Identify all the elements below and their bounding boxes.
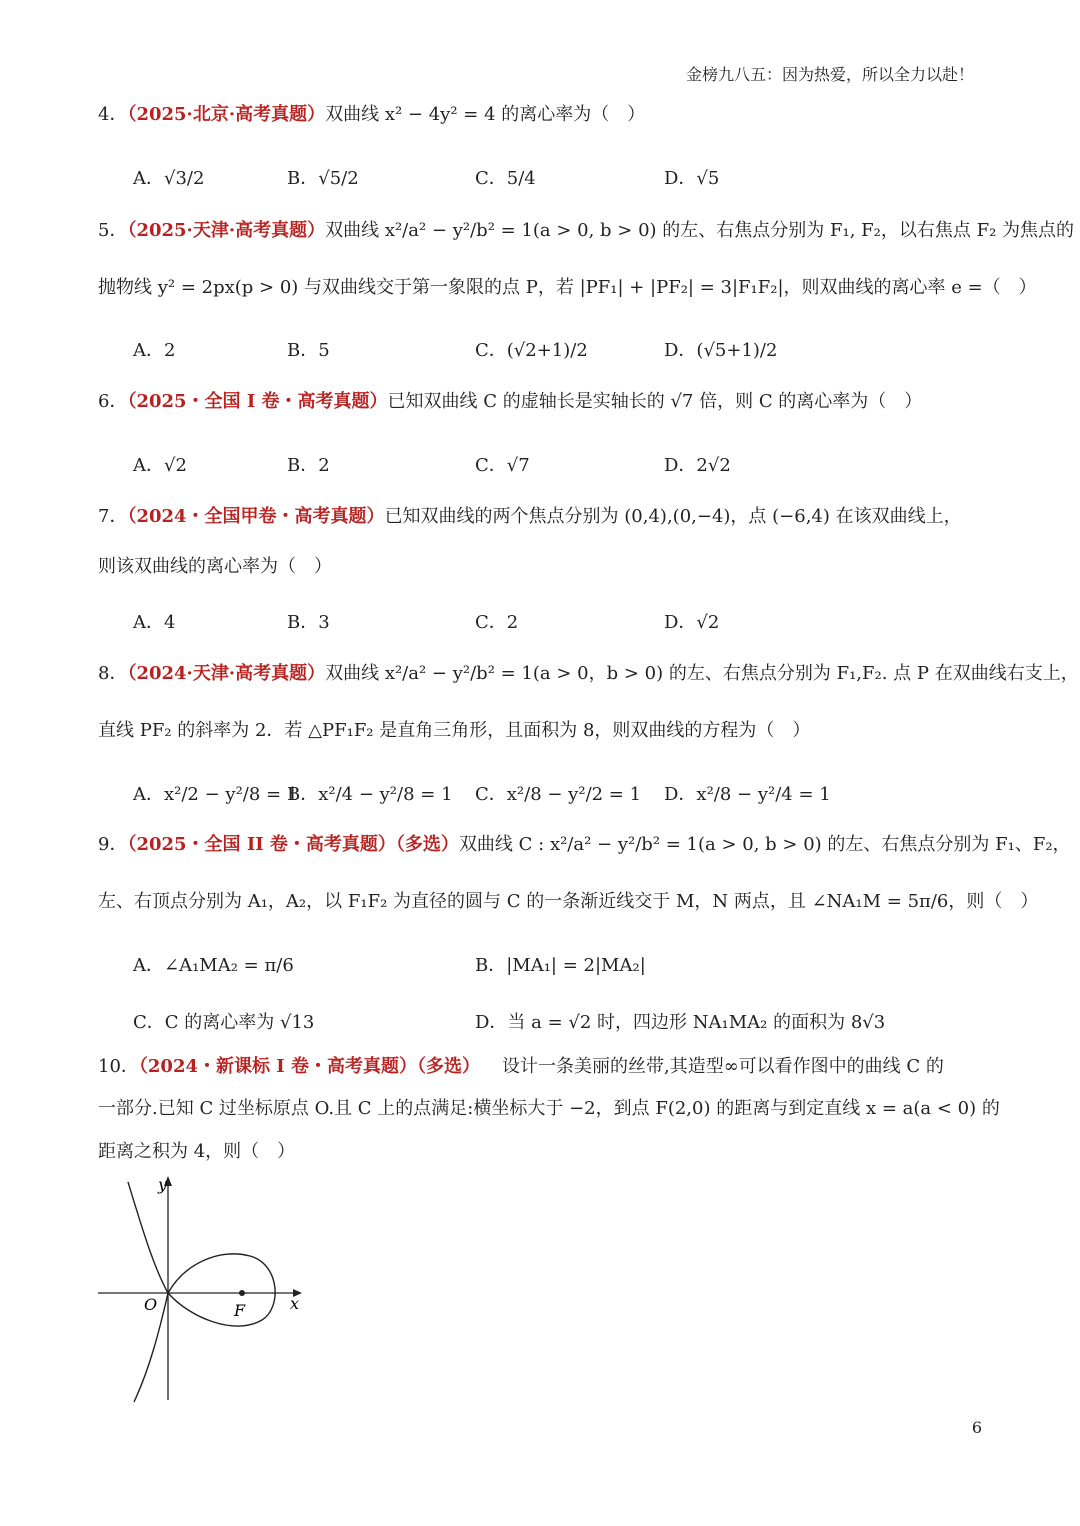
question-8	[98, 665, 1079, 683]
option-a: A．√3/2	[133, 168, 205, 189]
question-stem-line2: 抛物线 y² = 2px(p > 0) 与双曲线交于第一象限的点 P，若 |PF₁| + |PF₂| = 3|F₁F₂|，则双曲线的离心率 e =（ ）	[98, 277, 1037, 298]
option-b: B．x²/4 − y²/8 = 1	[287, 784, 453, 805]
question-source: （2025·天津·高考真题）	[127, 220, 326, 241]
question-10	[98, 1058, 944, 1076]
question-number: 5．	[98, 220, 128, 241]
question-9	[98, 836, 1071, 854]
curve-left-branch	[128, 1182, 168, 1402]
question-source: （2024・全国甲卷・高考真题）	[127, 506, 385, 527]
question-stem: 已知双曲线 C 的虚轴长是实轴长的 √7 倍，则 C 的离心率为（ ）	[387, 391, 923, 412]
option-a: A．x²/2 − y²/8 = 1	[133, 784, 299, 805]
question-number: 9．	[98, 834, 128, 855]
question-stem-line1: 设计一条美丽的丝带,其造型∞可以看作图中的曲线 C 的	[501, 1056, 944, 1077]
question-7	[98, 508, 962, 526]
option-d: D．√5	[664, 168, 720, 189]
option-b: B．5	[287, 340, 330, 361]
page-number: 6	[971, 1418, 982, 1437]
question-source: （2025・全国 I 卷・高考真题）	[127, 391, 388, 412]
question-stem: 双曲线 x² − 4y² = 4 的离心率为（ ）	[325, 104, 646, 125]
option-b: B．2	[287, 455, 330, 476]
option-a: A．∠A₁MA₂ = π/6	[133, 955, 294, 976]
focus-label: F	[234, 1301, 246, 1320]
option-b: B．3	[287, 612, 330, 633]
question-number: 4．	[98, 104, 128, 125]
question-number: 6．	[98, 391, 128, 412]
question-stem-line2: 左、右顶点分别为 A₁，A₂，以 F₁F₂ 为直径的圆与 C 的一条渐近线交于 M，N 两点，且 ∠NA₁M = 5π/6，则（ ）	[98, 891, 1039, 912]
y-axis-label: y	[158, 1175, 168, 1194]
option-d: D．2√2	[664, 455, 731, 476]
question-source: （2025·北京·高考真题）	[127, 104, 326, 125]
curve-loop	[168, 1254, 275, 1326]
question-stem-line3: 距离之积为 4，则（ ）	[98, 1141, 296, 1162]
question-stem-line1: 已知双曲线的两个焦点分别为 (0,4),(0,−4)，点 (−6,4) 在该双曲线上，	[384, 506, 962, 527]
option-c: C．(√2+1)/2	[475, 340, 588, 361]
option-b: B．|MA₁| = 2|MA₂|	[475, 955, 646, 976]
option-c: C．C 的离心率为 √13	[133, 1012, 315, 1033]
option-c: C．x²/8 − y²/2 = 1	[475, 784, 642, 805]
option-d: D．当 a = √2 时，四边形 NA₁MA₂ 的面积为 8√3	[475, 1012, 886, 1033]
question-6	[98, 393, 922, 411]
page-header: 金榜九八五：因为热爱，所以全力以赴！	[685, 65, 974, 84]
question-stem-line1: 双曲线 C : x²/a² − y²/b² = 1(a > 0, b > 0) 的左、右焦点分别为 F₁、F₂，	[458, 834, 1071, 855]
question-stem-line1: 双曲线 x²/a² − y²/b² = 1(a > 0, b > 0) 的左、右焦点分别为 F₁, F₂，以右焦点 F₂ 为焦点的	[325, 220, 1075, 241]
x-axis-label: x	[290, 1294, 300, 1313]
question-stem-line2: 直线 PF₂ 的斜率为 2．若 △PF₁F₂ 是直角三角形，且面积为 8，则双曲线的方程为（ ）	[98, 720, 811, 741]
question-stem-line2: 则该双曲线的离心率为（ ）	[98, 556, 332, 577]
question-number: 10．	[98, 1056, 139, 1077]
question-number: 8．	[98, 663, 128, 684]
curve-figure	[90, 1168, 320, 1408]
question-source: （2024・新课标 I 卷・高考真题）（多选）	[138, 1056, 480, 1077]
option-c: C．√7	[475, 455, 530, 476]
option-d: D．x²/8 − y²/4 = 1	[664, 784, 831, 805]
option-a: A．2	[133, 340, 176, 361]
question-stem-line2: 一部分.已知 C 过坐标原点 O.且 C 上的点满足:横坐标大于 −2，到点 F(2,0) 的距离与到定直线 x = a(a < 0) 的	[98, 1098, 1000, 1119]
option-c: C．2	[475, 612, 519, 633]
focus-point	[239, 1290, 245, 1296]
option-a: A．√2	[133, 455, 187, 476]
option-d: D．(√5+1)/2	[664, 340, 778, 361]
origin-label: O	[144, 1295, 158, 1314]
option-a: A．4	[133, 612, 176, 633]
option-d: D．√2	[664, 612, 720, 633]
option-c: C．5/4	[475, 168, 536, 189]
question-4	[98, 106, 645, 124]
question-5	[98, 222, 1074, 240]
option-b: B．√5/2	[287, 168, 359, 189]
question-source: （2025・全国 II 卷・高考真题）（多选）	[127, 834, 459, 855]
question-source: （2024·天津·高考真题）	[127, 663, 326, 684]
question-stem-line1: 双曲线 x²/a² − y²/b² = 1(a > 0，b > 0) 的左、右焦点分别为 F₁,F₂. 点 P 在双曲线右支上，	[325, 663, 1079, 684]
question-number: 7．	[98, 506, 128, 527]
